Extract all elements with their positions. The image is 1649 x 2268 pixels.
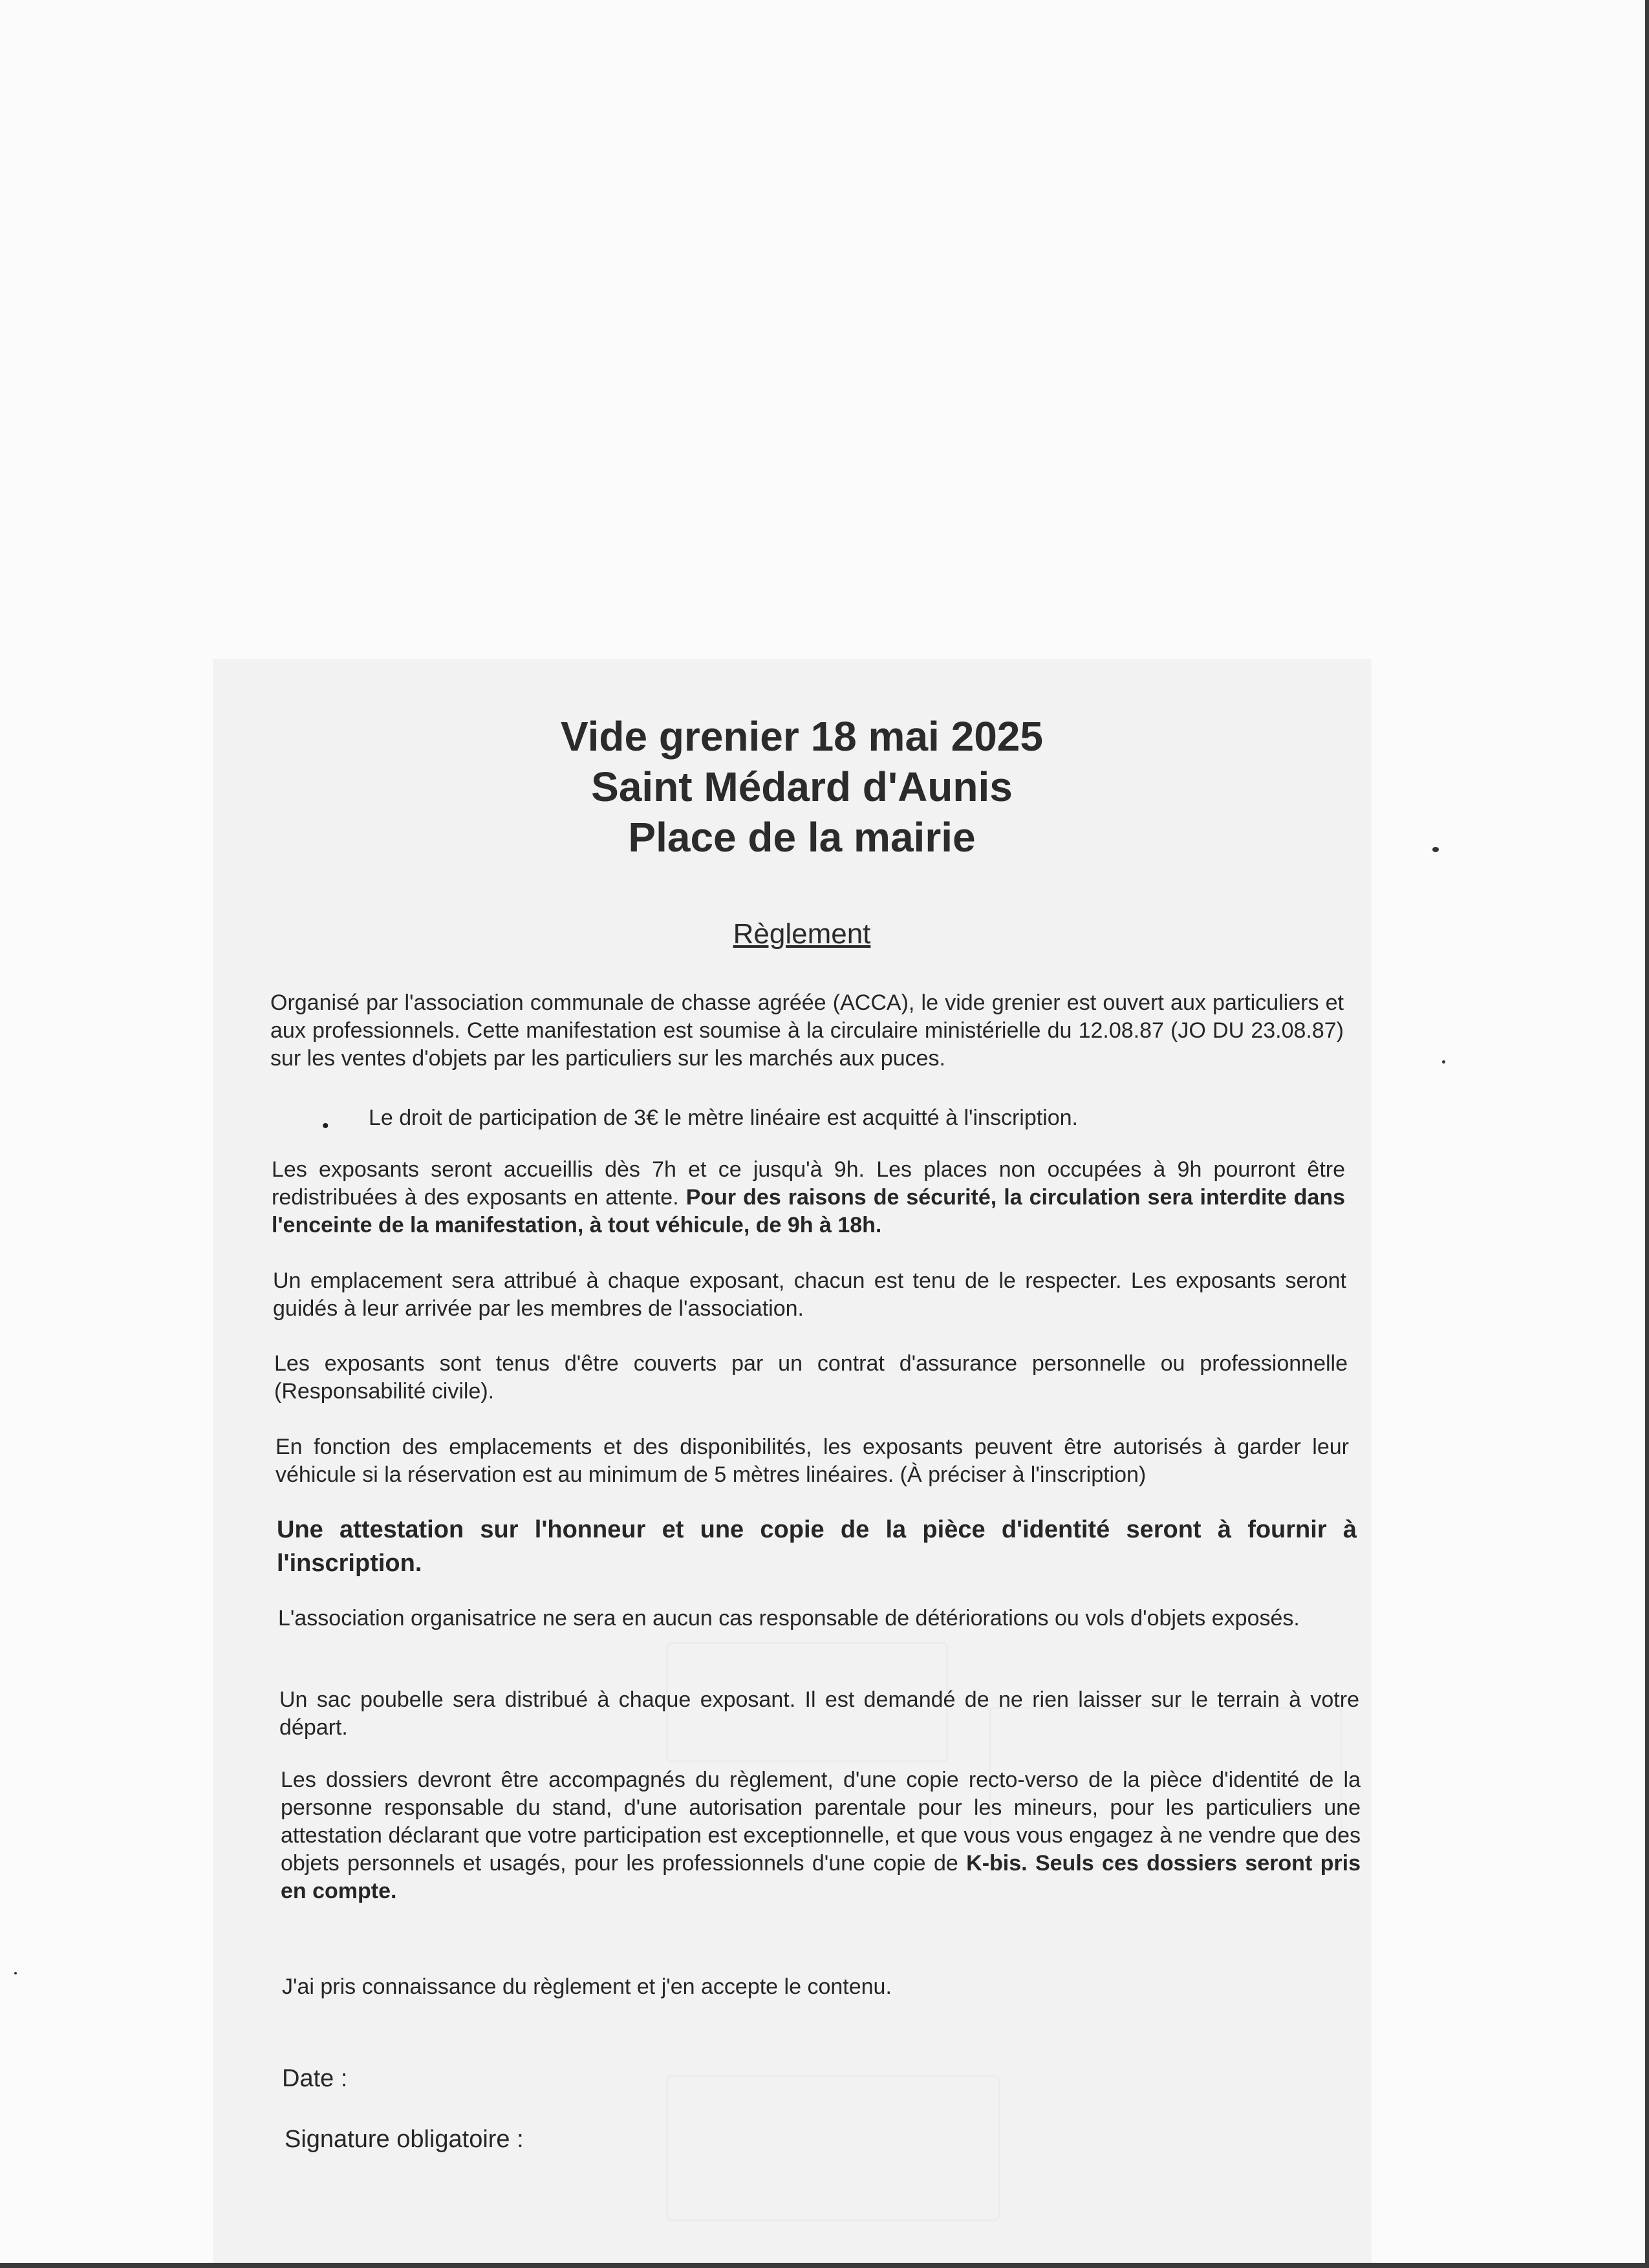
scan-speck	[1442, 1060, 1445, 1064]
title-line-town: Saint Médard d'Aunis	[591, 764, 1013, 810]
arrival-times-text: Les exposants seront accueillis dès 7h et ce jusqu'à 9h. Les places non occupées à 9h pourront être redistribuées à des exposants en attente.	[272, 1157, 1345, 1210]
paragraph-vehicle: En fonction des emplacements et des disponibilités, les exposants peuvent être autorisés à garder leur véhicule si la réservation est au minimum de 5 mètres linéaires. (À préciser à l'inscription)	[275, 1435, 1349, 1487]
show-through-box	[666, 2075, 1000, 2221]
section-heading-reglement: Règlement	[733, 918, 871, 950]
scan-speck	[1432, 847, 1439, 852]
paragraph-attestation: Une attestation sur l'honneur et une copie de la pièce d'identité seront à fournir à l'inscription.	[277, 1516, 1357, 1577]
flyer-title	[213, 711, 1390, 862]
paragraph-insurance: Les exposants sont tenus d'être couverts par un contrat d'assurance personnelle ou professionnelle (Responsabilité civile).	[274, 1351, 1348, 1404]
dossiers-text: Les dossiers devront être accompagnés du règlement, d'une copie recto-verso de la pièce d'identité de la personne responsable du stand, d'une autorisation parentale pour les mineurs, pour les particuliers une attestation déclarant que votre participation est exceptionnelle, et que vous vous engagez à ne vendre que des objets personnels et usagés, pour les professionnels d'une copie de	[281, 1768, 1361, 1876]
dossiers-kbis-text: K-bis. Seuls ces dossiers seront pris en compte.	[281, 1851, 1361, 1903]
scan-border-bottom	[0, 2263, 1649, 2268]
paragraph-liability: L'association organisatrice ne sera en aucun cas responsable de détériorations ou vols d'objets exposés.	[278, 1606, 1300, 1631]
bullet-participation-fee: Le droit de participation de 3€ le mètre linéaire est acquitté à l'inscription.	[369, 1106, 1078, 1130]
traffic-restriction-text: Pour des raisons de sécurité, la circulation sera interdite dans l'enceinte de la manifestation, à tout véhicule, de 9h à 18h.	[272, 1185, 1346, 1237]
acceptance-statement: J'ai pris connaissance du règlement et j'en accepte le contenu.	[282, 1974, 892, 1999]
paragraph-dossiers	[281, 1766, 1361, 1905]
paragraph-arrival-times	[272, 1156, 1345, 1239]
paragraph-waste-bag: Un sac poubelle sera distribué à chaque exposant. Il est demandé de ne rien laisser sur le terrain à votre départ.	[279, 1687, 1359, 1740]
title-line-event: Vide grenier 18 mai 2025	[561, 713, 1043, 760]
title-line-place: Place de la mairie	[628, 814, 976, 861]
paragraph-emplacement: Un emplacement sera attribué à chaque exposant, chacun est tenu de le respecter. Les exposants seront guidés à leur arrivée par les membres de l'association.	[273, 1268, 1346, 1321]
signature-label: Signature obligatoire :	[285, 2126, 524, 2153]
flyer-sheet	[213, 659, 1371, 2263]
scan-border-right	[1645, 0, 1649, 2268]
scan-speck	[14, 1972, 17, 1974]
date-label: Date :	[282, 2065, 348, 2092]
paragraph-organisation: Organisé par l'association communale de chasse agréée (ACCA), le vide grenier est ouvert aux particuliers et aux professionnels. Cette manifestation est soumise à la circulaire ministérielle du 12.08.87 (JO DU 23.08.87) sur les ventes d'objets par les particuliers sur les marchés aux puces.	[270, 990, 1344, 1071]
bullet-icon: •	[322, 1115, 329, 1137]
